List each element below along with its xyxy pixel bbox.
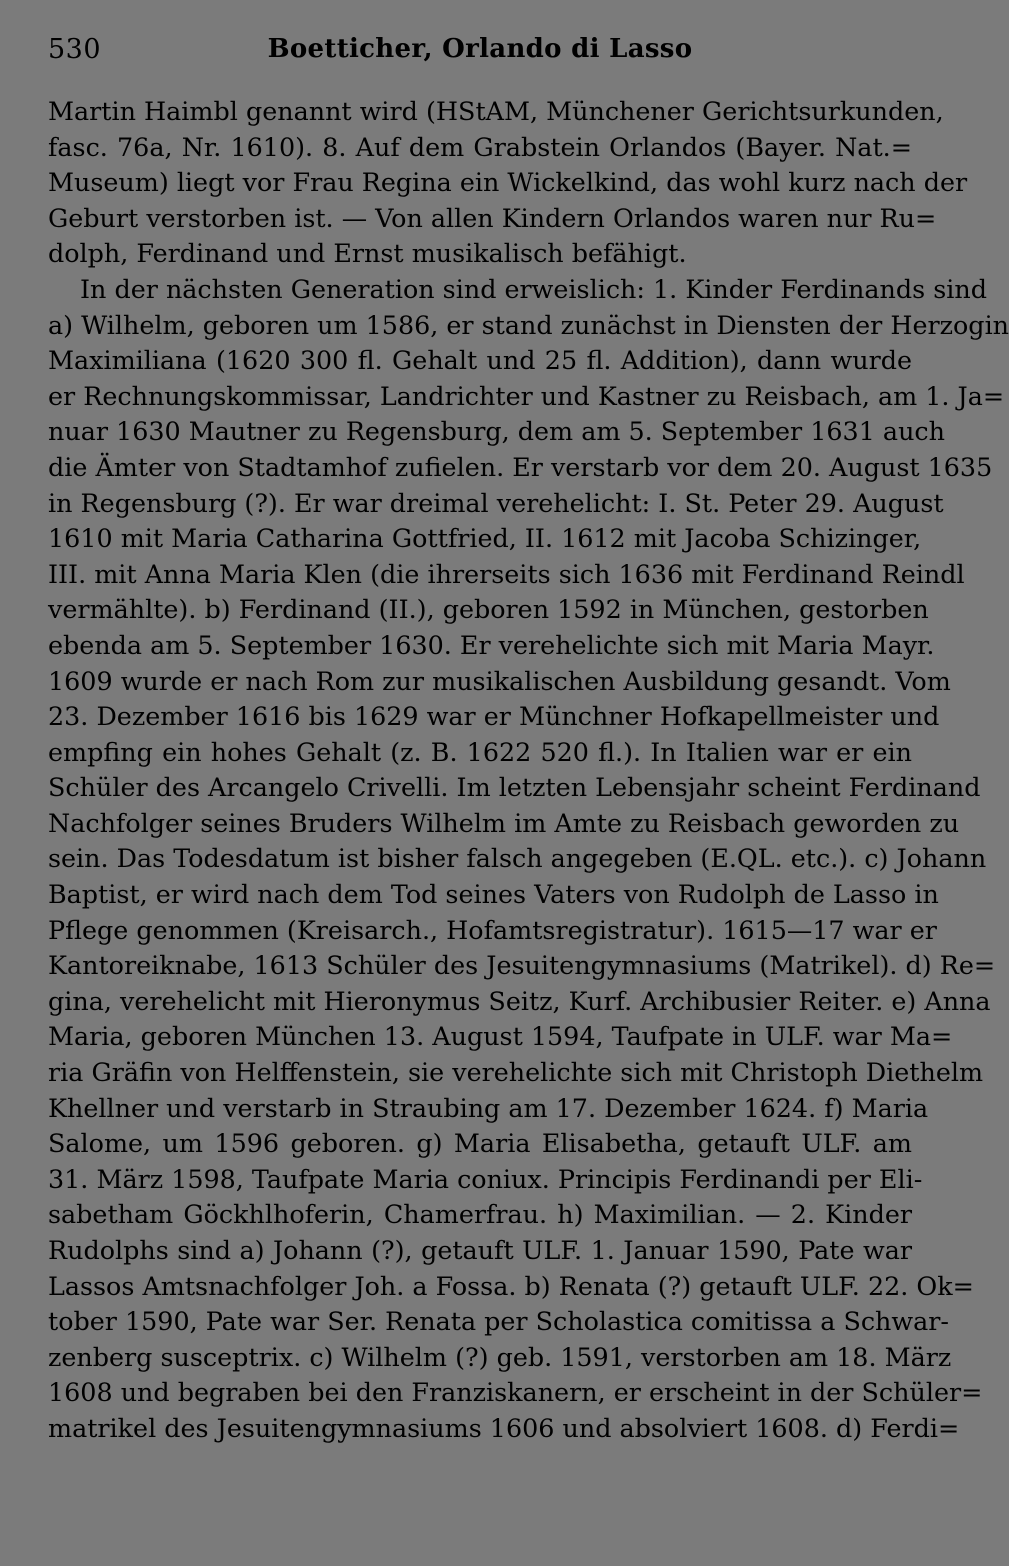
- text-line: gina, verehelicht mit Hieronymus Seitz, Kurf. Archibusier Reiter. e) Anna: [48, 985, 991, 1016]
- text-line: in Regensburg (?). Er war dreimal verehelicht: I. St. Peter 29. August: [48, 487, 944, 518]
- page-header: [48, 30, 912, 70]
- page-number: 530: [48, 34, 102, 65]
- text-line: Maria, geboren München 13. August 1594, Taufpate in ULF. war Ma=: [48, 1021, 953, 1052]
- text-line: fasc. 76a, Nr. 1610). 8. Auf dem Grabstein Orlandos (Bayer. Nat.=: [48, 131, 912, 162]
- body-text: [48, 94, 1009, 1447]
- text-line: Nachfolger seines Bruders Wilhelm im Amte zu Reisbach geworden zu: [48, 807, 960, 838]
- text-line: 23. Dezember 1616 bis 1629 war er Münchner Hofkapellmeister und: [48, 701, 940, 732]
- text-line: matrikel des Jesuitengymnasiums 1606 und absolviert 1608. d) Ferdi=: [48, 1412, 960, 1443]
- text-line: Kantoreiknabe, 1613 Schüler des Jesuitengymnasiums (Matrikel). d) Re=: [48, 950, 996, 981]
- text-line: die Ämter von Stadtamhof zufielen. Er verstarb vor dem 20. August 1635: [48, 451, 993, 482]
- running-head: Boetticher, Orlando di Lasso: [267, 34, 693, 64]
- text-line: Rudolphs sind a) Johann (?), getauft ULF. 1. Januar 1590, Pate war: [48, 1235, 912, 1265]
- text-line: sein. Das Todesdatum ist bisher falsch angegeben (E.QL. etc.). c) Johann: [48, 843, 987, 874]
- text-line: Geburt verstorben ist. — Von allen Kindern Orlandos waren nur Ru=: [48, 202, 937, 233]
- text-line: Schüler des Arcangelo Crivelli. Im letzten Lebensjahr scheint Ferdinand: [48, 772, 981, 803]
- text-line: In der nächsten Generation sind erweislich: 1. Kinder Ferdinands sind: [80, 273, 987, 304]
- text-line: zenberg susceptrix. c) Wilhelm (?) geb. 1591, verstorben am 18. März: [48, 1341, 952, 1372]
- text-line: Pflege genommen (Kreisarch., Hofamtsregistratur). 1615—17 war er: [48, 914, 937, 945]
- text-line: Museum) liegt vor Frau Regina ein Wickelkind, das wohl kurz nach der: [48, 167, 968, 198]
- text-line: tober 1590, Pate war Ser. Renata per Scholastica comitissa a Schwar-: [48, 1306, 949, 1337]
- text-line: 31. März 1598, Taufpate Maria coniux. Principis Ferdinandi per Eli-: [48, 1163, 923, 1194]
- text-line: dolph, Ferdinand und Ernst musikalisch befähigt.: [48, 238, 687, 269]
- text-line: 1608 und begraben bei den Franziskanern, er erscheint in der Schüler=: [48, 1377, 983, 1408]
- text-line: empfing ein hohes Gehalt (z. B. 1622 520 fl.). In Italien war er ein: [48, 736, 912, 767]
- text-line: ebenda am 5. September 1630. Er verehelichte sich mit Maria Mayr.: [48, 629, 935, 660]
- text-line: Martin Haimbl genannt wird (HStAM, Münchener Gerichtsurkunden,: [48, 96, 944, 126]
- text-line: vermählte). b) Ferdinand (II.), geboren 1592 in München, gestorben: [48, 594, 929, 625]
- text-line: Maximiliana (1620 300 fl. Gehalt und 25 fl. Addition), dann wurde: [48, 345, 912, 376]
- text-line: Salome, um 1596 geboren. g) Maria Elisabetha, getauft ULF. am: [48, 1128, 912, 1159]
- text-line: 1609 wurde er nach Rom zur musikalischen Ausbildung gesandt. Vom: [48, 665, 951, 696]
- text-line: Lassos Amtsnachfolger Joh. a Fossa. b) Renata (?) getauft ULF. 22. Ok=: [48, 1270, 974, 1301]
- text-line: a) Wilhelm, geboren um 1586, er stand zunächst in Diensten der Herzogin: [48, 309, 1009, 340]
- text-line: sabetham Göckhlhoferin, Chamerfrau. h) Maximilian. — 2. Kinder: [48, 1199, 912, 1230]
- text-line: er Rechnungskommissar, Landrichter und Kastner zu Reisbach, am 1. Ja=: [48, 380, 1005, 411]
- text-line: Khellner und verstarb in Straubing am 17. Dezember 1624. f) Maria: [48, 1092, 929, 1123]
- text-line: III. mit Anna Maria Klen (die ihrerseits sich 1636 mit Ferdinand Reindl: [48, 558, 965, 589]
- text-line: ria Gräfin von Helffenstein, sie verehelichte sich mit Christoph Diethelm: [48, 1057, 984, 1088]
- text-line: nuar 1630 Mautner zu Regensburg, dem am 5. September 1631 auch: [48, 416, 945, 447]
- text-line: 1610 mit Maria Catharina Gottfried, II. 1612 mit Jacoba Schizinger,: [48, 523, 922, 554]
- text-line: Baptist, er wird nach dem Tod seines Vaters von Rudolph de Lasso in: [48, 879, 939, 910]
